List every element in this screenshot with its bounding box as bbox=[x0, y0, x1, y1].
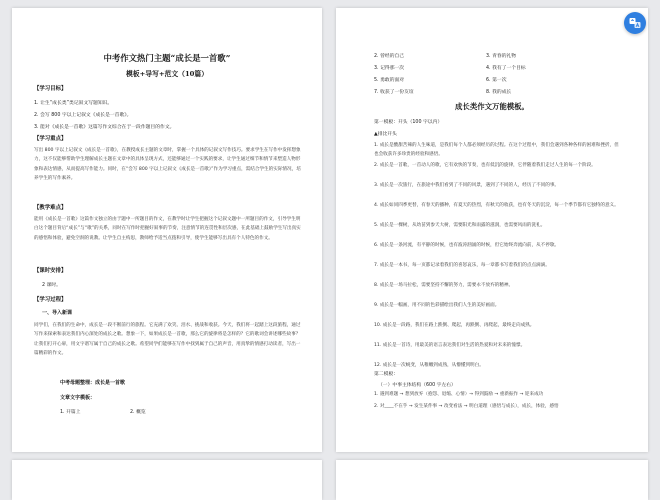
template-paragraph: 4. 成长如同四季更替，有春天的播种，有夏天的热烈，有秋天的收获，也有冬天的沉淀，每一个季节都有它独特的意义。 bbox=[374, 203, 619, 208]
template-item: 1. 开篇上 bbox=[60, 410, 81, 415]
template-subheading: ▲排比开头 bbox=[374, 132, 397, 137]
list-item: 8. 我的成长 bbox=[486, 90, 512, 95]
template-paragraph: 3. 成长是一次旅行，在旅途中我们看到了不同的风景，遇到了不同的人，经历了不同的事。 bbox=[374, 183, 560, 188]
template-paragraph: 9. 成长是一幅画，用不同的色彩描绘出我们人生的美好画面。 bbox=[374, 303, 500, 308]
template-paragraph: 2. 成长是一首歌，一首动人的歌，它有欢快的节奏，也有低沉的旋律，它伴随着我们走过人生的每一个阶段。 bbox=[374, 163, 596, 168]
flow-line: 1. 遇到难题 → 想到放弃（抱怨、退缩、心情）→ 得到鼓励 → 重新振作 → 迎来成功 bbox=[374, 392, 544, 397]
method-paragraph: 能用《成长是一首歌》这篇作文独立的由于题中一所题目的作文，在教学时让学生把握这个记叙文题中一所题目的作文，引导学生明白这个题目背后“成长”与“歌”的关系，同时在写作时把握好叙事的节奏，注意情节的连贯性和层次感，在此基础上鼓励学生写出真实的感悟和体验，避免空洞的说教。让学生自主构思，教师给予适当点拨和引导，使学生能够写出具有个人特色的作文。 bbox=[34, 217, 301, 241]
template-subheading: （一）中事主体结构（600 字左右） bbox=[378, 383, 456, 388]
list-item: 3. 记得那一次 bbox=[374, 66, 405, 71]
page-subtitle: 模板+导写+范文（10篇） bbox=[125, 70, 209, 78]
template-paragraph: 11. 成长是一首诗，用最美的语言表达我们对生活的热爱和对未来的憧憬。 bbox=[374, 343, 526, 348]
document-page-left bbox=[12, 8, 322, 452]
section-heading-process: 【学习过程】 bbox=[34, 297, 67, 303]
page-title: 中考作文热门主题“成长是一首歌” bbox=[103, 53, 231, 63]
document-page-right bbox=[336, 8, 648, 452]
list-item: 3. 青春的礼物 bbox=[486, 54, 517, 59]
focus-paragraph: 写出 800 字以上记叙文《成长是一首歌》，在教授成长主题的文章时，掌握一个具体的记叙文写作技巧。要求学生在写作中发挥想象力，这不仅能够帮助学生理解成长主题在文章中的具体呈现方式，还能够通过一个实践的要求，让学生通过细节和情节来塑造人物形象和表达情感，从而提高写作能力。同时，在“会写 800 字以上记叙文《成长是一首歌》”作为学习重点，需结合学生的实际情况，培养学生的写作素养。 bbox=[34, 148, 301, 182]
document-page-next-left bbox=[12, 460, 322, 500]
section-title: 成长类作文万能模板。 bbox=[455, 102, 529, 111]
list-item: 4. 我有了一个目标 bbox=[486, 66, 526, 71]
template-paragraph: 5. 成长是一棵树，从幼苗到参天大树，需要阳光和雨露的滋润，也需要风雨的洗礼。 bbox=[374, 223, 546, 228]
objective-item: 3. 能对《成长是一首歌》这篇写作文综合在于一段作题目的作文。 bbox=[34, 125, 175, 130]
template-paragraph: 7. 成长是一本书，每一页都记录着我们的喜怒哀乐，每一章都书写着我们的点点滴滴。 bbox=[374, 263, 550, 268]
time-text: 2 课时。 bbox=[42, 283, 61, 288]
template-paragraph: 10. 成长是一段路，我们在路上跌倒、爬起，再跌倒、再爬起，最终走向成熟。 bbox=[374, 323, 535, 328]
translate-icon bbox=[628, 16, 642, 30]
flow-line: 2. 对____不在乎 → 发生某件事 → 改变看法 → 明白道理（感悟与成长），成长，体验，感悟 bbox=[374, 404, 559, 409]
template-heading: 第二模板： bbox=[374, 372, 398, 377]
section-heading-objectives: 【学习目标】 bbox=[34, 86, 67, 92]
template-paragraph: 12. 成长是一次蜕变，从稚嫩到成熟，从懵懂到明白。 bbox=[374, 363, 484, 368]
list-item: 5. 勇敢的面对 bbox=[374, 78, 405, 83]
document-page-next-right bbox=[336, 460, 648, 500]
section-heading-time: 【课时安排】 bbox=[34, 268, 67, 274]
objective-item: 1. 让生“成长类”类记叙文写题知识。 bbox=[34, 101, 113, 106]
step-heading: 一、导入新课 bbox=[42, 310, 73, 316]
template-item: 2. 概览 bbox=[130, 410, 146, 415]
subheading: 中考母题整理：成长是一首歌 bbox=[60, 380, 126, 386]
template-paragraph: 8. 成长是一场马拉松，需要坚持不懈的努力，需要永不放弃的精神。 bbox=[374, 283, 514, 288]
template-heading: 第一模板：开头（100 字以内） bbox=[374, 120, 443, 125]
objective-item: 2. 会写 800 字以上记叙文《成长是一首歌》。 bbox=[34, 113, 132, 118]
template-label: 文章文字模板： bbox=[60, 395, 96, 401]
list-item: 6. 第一次 bbox=[486, 78, 507, 83]
section-heading-method: 【教学难点】 bbox=[34, 205, 67, 211]
process-paragraph: 同学们，在我们的生命中，成长是一段不断前行的旅程。它充满了欢笑、泪水、挑战和收获。今天，我们将一起踏上这段旅程，通过写作来探索和表达我们内心深处的成长之歌。想象一下，如果成长是一首歌，那么它的旋律将是怎样的？它的歌词会讲述哪些故事？让我们打开心扉，用文字谱写属于自己的成长之歌。希望同学们能够在写作中找到属于自己的声音，用真挚的情感打动读者，写出一篇精彩的作文。 bbox=[34, 323, 301, 357]
template-paragraph: 6. 成长是一条河流，有平静的时候，也有波涛汹涌的时候，但它始终奔流向前，从不停歇。 bbox=[374, 243, 560, 248]
list-item: 7. 收获了一份友谊 bbox=[374, 90, 414, 95]
section-heading-focus: 【学习重点】 bbox=[34, 136, 67, 142]
translate-button[interactable] bbox=[624, 12, 646, 34]
list-item: 2. 曾经的自己 bbox=[374, 54, 405, 59]
template-paragraph: 1. 成长是酸甜苦辣的人生味道，是我们每个人都必须经历的过程。在这个过程中，我们会遇到各种各样的困难和挫折，但也会收获许多珍贵的经验和感悟。 bbox=[374, 143, 619, 158]
